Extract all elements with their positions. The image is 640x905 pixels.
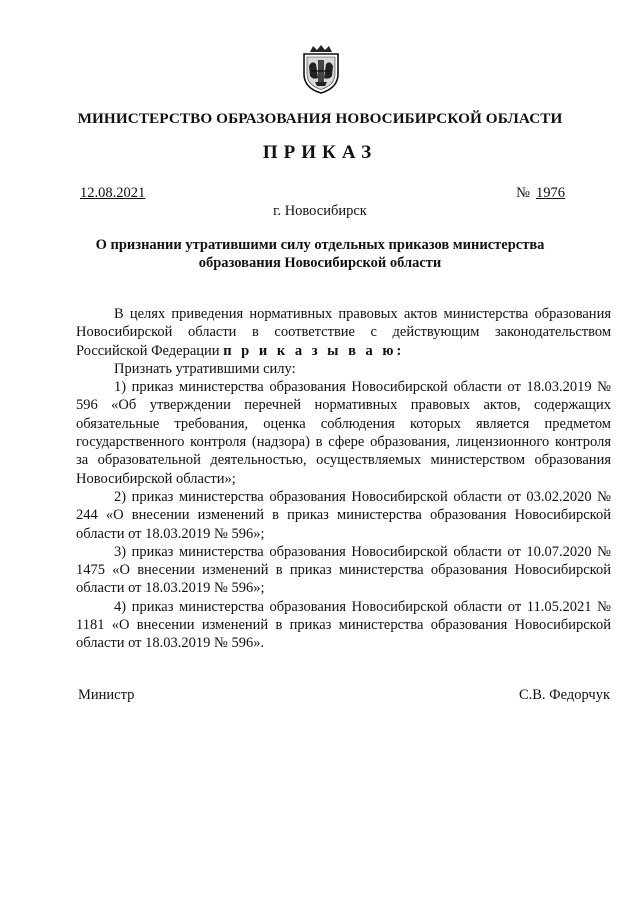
intro-paragraph (76, 305, 611, 360)
document-title (90, 236, 550, 272)
city-name: г. Новосибирск (273, 203, 367, 219)
title-line-2: образования Новосибирской области (198, 255, 442, 271)
document-body (76, 305, 611, 653)
list-item: 4) приказ министерства образования Новосибирской области от 11.05.2021 № 1181 «О внесении изменений в приказ министерства образования Новосибирской области от 18.03.2019 № 596». (76, 598, 611, 652)
title-line-1: О признании утратившими силу отдельных приказов министерства (95, 237, 545, 253)
intro-text: В целях приведения нормативных правовых актов министерства образования Новосибирской области в соответствие с действующим законодательством Российской Федерации (76, 306, 611, 359)
document-type: ПРИКАЗ (262, 142, 378, 163)
document-date: 12.08.2021 (80, 185, 146, 201)
order-word: п р и к а з ы в а ю: (223, 342, 405, 359)
list-item: 2) приказ министерства образования Новосибирской области от 03.02.2020 № 244 «О внесении изменений в приказ министерства образования Новосибирской области от 18.03.2019 № 596»; (76, 488, 611, 542)
signatory-name: С.В. Федорчук (518, 687, 610, 703)
coat-of-arms-icon (298, 44, 344, 94)
ministry-name: МИНИСТЕРСТВО ОБРАЗОВАНИЯ НОВОСИБИРСКОЙ ОБЛАСТИ (77, 110, 563, 127)
document-number (516, 185, 565, 202)
signatory-position: Министр (78, 687, 135, 703)
number-value: 1976 (536, 185, 565, 201)
recognize-line: Признать утратившими силу: (114, 360, 296, 377)
list-item: 3) приказ министерства образования Новосибирской области от 10.07.2020 № 1475 «О внесении изменений в приказ министерства образования Новосибирской области от 18.03.2019 № 596»; (76, 543, 611, 597)
number-sign: № (516, 185, 530, 201)
list-item: 1) приказ министерства образования Новосибирской области от 18.03.2019 № 596 «Об утверждении перечней нормативных правовых актов, содержащих обязательные требования, оценка соблюдения которых является предметом государственного контроля (надзора) в сфере образования, лицензионного контроля за образовательной деятельностью, осуществляемых министерством образования Новосибирской области»; (76, 379, 611, 487)
